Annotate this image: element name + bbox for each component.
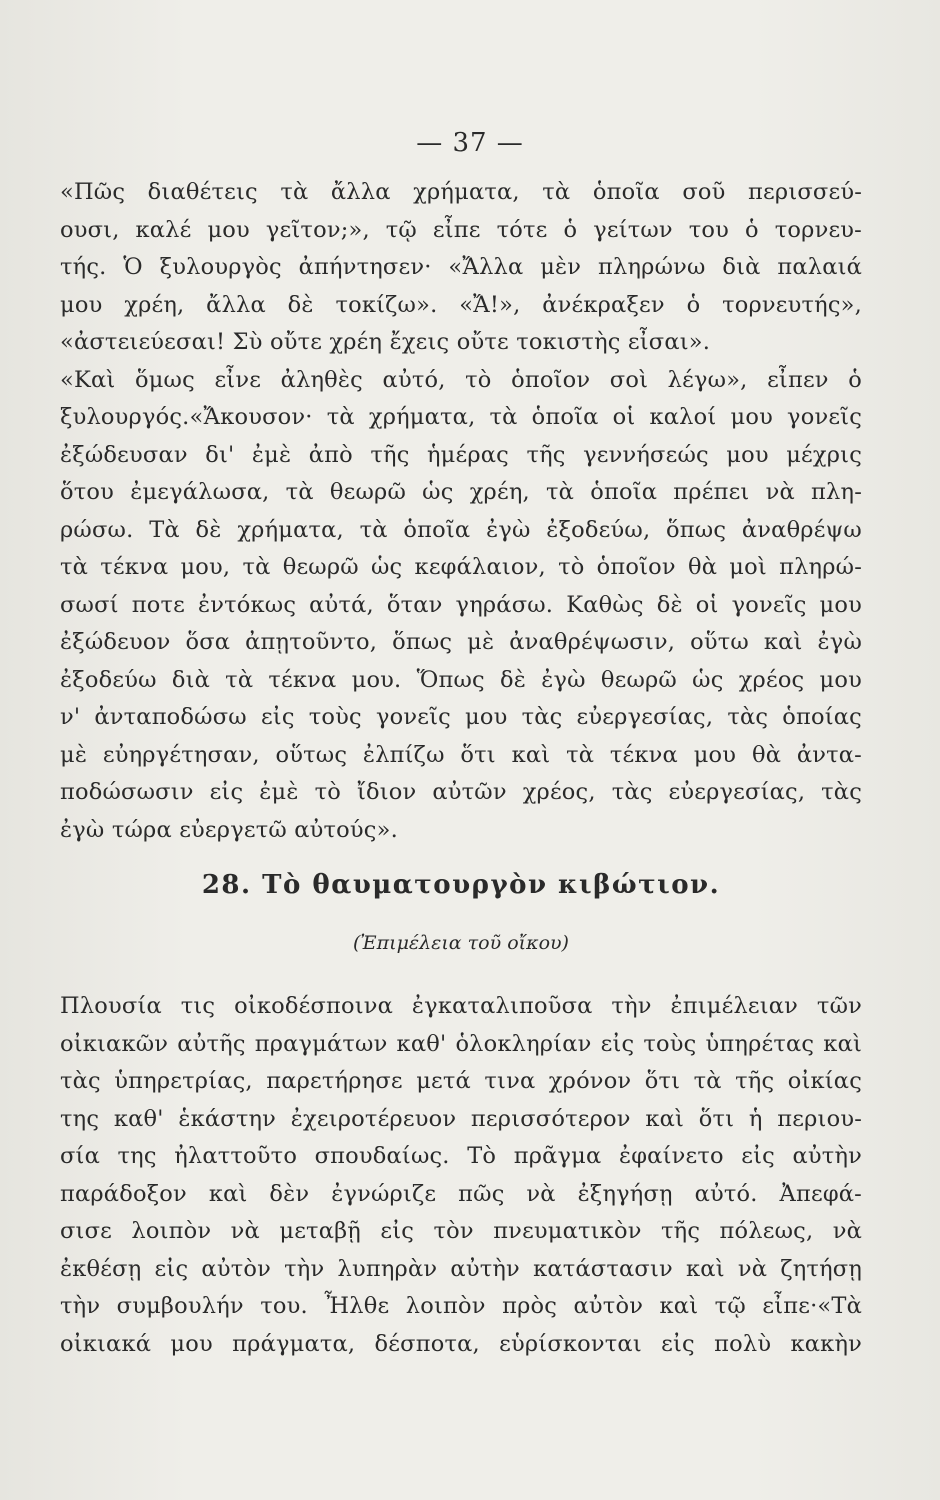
text-line: οἰκιακῶν αὐτῆς πραγμάτων καθ' ὁλοκληρίαν εἰς τοὺς ὑπηρέτας καὶ	[60, 1030, 862, 1057]
text-line: «ἀστειεύεσαι! Σὺ οὔτε χρέη ἔχεις οὔτε τοκιστὴς εἶσαι».	[60, 329, 711, 355]
text-line: Πλουσία τις οἰκοδέσποινα ἐγκαταλιποῦσα τὴν ἐπιμέλειαν τῶν	[60, 993, 862, 1019]
text-line: «Πῶς διαθέτεις τὰ ἄλλα χρήματα, τὰ ὁποῖα σοῦ περισσεύ-	[60, 179, 862, 205]
text-line: ἐκθέσῃ εἰς αὐτὸν τὴν λυπηρὰν αὐτὴν κατάστασιν καὶ νὰ ζητήσῃ	[60, 1255, 862, 1282]
text-line: τής. Ὁ ξυλουργὸς ἀπήντησεν· «Ἄλλα μὲν πληρώνω διὰ παλαιά	[60, 254, 862, 280]
section-2-text	[60, 988, 862, 1363]
text-line: ν' ἀνταποδώσω εἰς τοὺς γονεῖς μου τὰς εὐεργεσίας, τὰς ὁποίας	[60, 704, 862, 730]
text-line: μὲ εὐηργέτησαν, οὕτως ἐλπίζω ὅτι καὶ τὰ τέκνα μου θὰ ἀντα-	[60, 741, 862, 768]
text-line: τὰ τέκνα μου, τὰ θεωρῶ ὡς κεφάλαιον, τὸ ὁποῖον θὰ μοὶ πληρώ-	[60, 554, 862, 580]
text-line: οἰκιακά μου πράγματα, δέσποτα, εὑρίσκονται εἰς πολὺ κακὴν	[60, 1330, 862, 1357]
text-line: σία της ἠλαττοῦτο σπουδαίως. Τὸ πρᾶγμα ἐφαίνετο εἰς αὐτὴν	[60, 1143, 862, 1169]
text-line: ουσι, καλέ μου γεῖτον;», τῷ εἶπε τότε ὁ γείτων του ὁ τορνευ-	[60, 216, 862, 243]
text-line: τὰς ὑπηρετρίας, παρετήρησε μετά τινα χρόνον ὅτι τὰ τῆς οἰκίας	[60, 1068, 862, 1094]
section-1-text	[60, 174, 862, 849]
text-line: μου χρέη, ἄλλα δὲ τοκίζω». «Ἄ!», ἀνέκραξεν ὁ τορνευτής»,	[60, 291, 862, 318]
text-line: της καθ' ἑκάστην ἐχειροτέρευον περισσότερον καὶ ὅτι ἡ περιου-	[60, 1105, 862, 1132]
text-line: σωσί ποτε ἐντόκως αὐτά, ὅταν γηράσω. Καθὼς δὲ οἱ γονεῖς μου	[60, 591, 862, 618]
text-line: ἐγὼ τώρα εὐεργετῶ αὐτούς».	[60, 816, 398, 843]
text-line: ξυλουργός.«Ἄκουσον· τὰ χρήματα, τὰ ὁποῖα οἱ καλοί μου γονεῖς	[60, 404, 862, 430]
text-line: ἐξοδεύω διὰ τὰ τέκνα μου. Ὅπως δὲ ἐγὼ θεωρῶ ὡς χρέος μου	[60, 666, 862, 693]
text-line: ποδώσωσιν εἰς ἐμὲ τὸ ἴδιον αὐτῶν χρέος, τὰς εὐεργεσίας, τὰς	[60, 779, 862, 805]
page-number: — 37 —	[416, 128, 524, 158]
text-line: τὴν συμβουλήν του. Ἦλθε λοιπὸν πρὸς αὐτὸν καὶ τῷ εἶπε·«Τὰ	[60, 1293, 862, 1319]
text-line: «Καὶ ὅμως εἶνε ἀληθὲς αὐτό, τὸ ὁποῖον σοὶ λέγω», εἶπεν ὁ	[60, 366, 862, 393]
chapter-heading: 28. Τὸ θαυματουργὸν κιβώτιον.	[201, 870, 721, 900]
text-line: παράδοξον καὶ δὲν ἐγνώριζε πῶς νὰ ἐξηγήσῃ αὐτό. Ἀπεφά-	[60, 1180, 862, 1207]
text-line: ὅτου ἐμεγάλωσα, τὰ θεωρῶ ὡς χρέη, τὰ ὁποῖα πρέπει νὰ πλη-	[60, 479, 862, 505]
text-line: ρώσω. Τὰ δὲ χρήματα, τὰ ὁποῖα ἐγὼ ἐξοδεύω, ὅπως ἀναθρέψω	[60, 516, 862, 543]
text-line: ἐξώδευσαν δι' ἐμὲ ἀπὸ τῆς ἡμέρας τῆς γεννήσεώς μου μέχρις	[60, 441, 862, 468]
chapter-subtitle: (Ἐπιμέλεια τοῦ οἴκου)	[353, 932, 569, 954]
text-line: σισε λοιπὸν νὰ μεταβῇ εἰς τὸν πνευματικὸν τῆς πόλεως, νὰ	[60, 1218, 862, 1244]
text-line: ἐξώδευον ὅσα ἀπῃτοῦντο, ὅπως μὲ ἀναθρέψωσιν, οὕτω καὶ ἐγὼ	[60, 629, 862, 655]
